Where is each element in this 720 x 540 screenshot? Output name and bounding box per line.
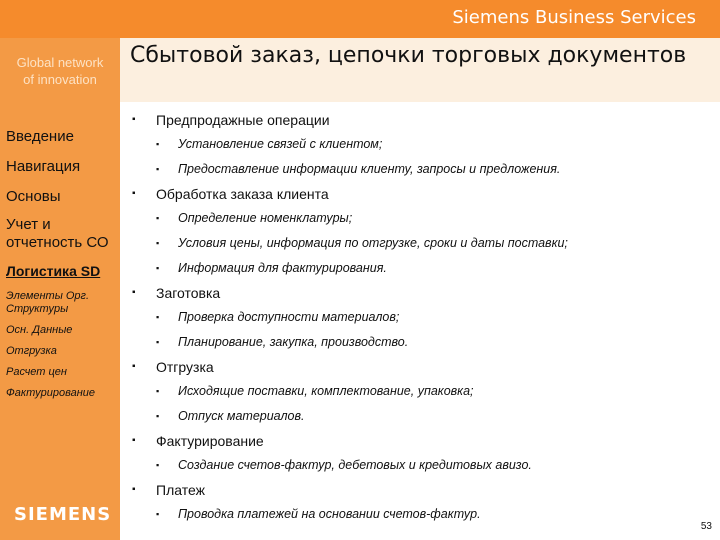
tagline-line: Global network — [16, 55, 104, 70]
section-heading-text: Фактурирование — [156, 433, 264, 449]
sidebar-subitem-pricing[interactable]: Расчет цен — [6, 366, 67, 378]
section-heading — [130, 182, 715, 206]
list-item-text: Проверка доступности материалов; — [178, 310, 400, 324]
list-item-text: Проводка платежей на основании счетов-фактур. — [178, 507, 481, 521]
list-item — [130, 206, 715, 231]
bullet-icon: ▪ — [156, 509, 160, 519]
list-item — [130, 379, 715, 404]
sidebar-item-navigation[interactable]: Навигация — [6, 158, 81, 175]
bullet-icon: ▪ — [156, 263, 160, 273]
list-item — [130, 231, 715, 256]
bullet-icon: ▪ — [156, 312, 160, 322]
bullet-icon: ▪ — [156, 337, 160, 347]
list-item-text: Установление связей с клиентом; — [178, 137, 383, 151]
bullet-icon: ▪ — [156, 164, 160, 174]
sidebar-item-logistics-sd[interactable]: Логистика SD — [6, 263, 101, 279]
siemens-logo: SIEMENS — [14, 504, 112, 525]
bullet-icon: ▪ — [156, 411, 160, 421]
section-heading-text: Предпродажные операции — [156, 112, 330, 128]
sidebar-subitem-master-data[interactable]: Осн. Данные — [6, 324, 73, 336]
bullet-icon: ▪ — [132, 435, 136, 446]
bullet-icon: ▪ — [156, 213, 160, 223]
sidebar-subitem-org-structure[interactable]: Элементы Орг. Структуры — [6, 290, 90, 315]
bullet-icon: ▪ — [156, 238, 160, 248]
bullet-icon: ▪ — [132, 188, 136, 199]
tagline — [0, 54, 120, 88]
bullet-icon: ▪ — [132, 484, 136, 495]
sidebar-item-basics[interactable]: Основы — [6, 188, 61, 205]
list-item-text: Информация для фактурирования. — [178, 261, 387, 275]
section-heading-text: Заготовка — [156, 285, 221, 301]
sidebar-item-accounting[interactable]: Учет и отчетность СО — [6, 216, 109, 251]
list-item-text: Исходящие поставки, комплектование, упаковка; — [178, 384, 474, 398]
slide-title: Сбытовой заказ, цепочки торговых документов — [130, 43, 687, 68]
section-heading-text: Платеж — [156, 482, 205, 498]
sidebar-nav — [6, 128, 120, 400]
title-area — [120, 38, 720, 102]
list-item — [130, 330, 715, 355]
sidebar-item-intro[interactable]: Введение — [6, 128, 74, 145]
section-heading-text: Обработка заказа клиента — [156, 186, 329, 202]
brand-name: Siemens Business Services — [452, 7, 696, 28]
slide-content — [130, 108, 715, 527]
list-item — [130, 305, 715, 330]
section-heading — [130, 355, 715, 379]
top-bar — [0, 0, 720, 38]
list-item-text: Условия цены, информация по отгрузке, сроки и даты поставки; — [178, 236, 568, 250]
section-heading-text: Отгрузка — [156, 359, 214, 375]
list-item — [130, 502, 715, 527]
list-item-text: Создание счетов-фактур, дебетовых и кредитовых авизо. — [178, 458, 532, 472]
section-heading — [130, 281, 715, 305]
bullet-icon: ▪ — [132, 287, 136, 298]
section-heading — [130, 478, 715, 502]
list-item-text: Планирование, закупка, производство. — [178, 335, 409, 349]
list-item — [130, 256, 715, 281]
list-item — [130, 157, 715, 182]
bullet-icon: ▪ — [156, 386, 160, 396]
list-item — [130, 132, 715, 157]
sidebar-subitem-shipping[interactable]: Отгрузка — [6, 345, 57, 357]
list-item-text: Отпуск материалов. — [178, 409, 305, 423]
list-item-text: Предоставление информации клиенту, запросы и предложения. — [178, 162, 561, 176]
section-heading — [130, 108, 715, 132]
section-heading — [130, 429, 715, 453]
bullet-icon: ▪ — [132, 114, 136, 125]
bullet-icon: ▪ — [132, 361, 136, 372]
sidebar — [0, 38, 120, 540]
list-item-text: Определение номенклатуры; — [178, 211, 353, 225]
list-item — [130, 404, 715, 429]
bullet-icon: ▪ — [156, 460, 160, 470]
list-item — [130, 453, 715, 478]
page-number: 53 — [700, 521, 712, 532]
bullet-icon: ▪ — [156, 139, 160, 149]
tagline-line: of innovation — [23, 72, 97, 87]
sidebar-subitem-billing[interactable]: Фактурирование — [6, 387, 95, 399]
